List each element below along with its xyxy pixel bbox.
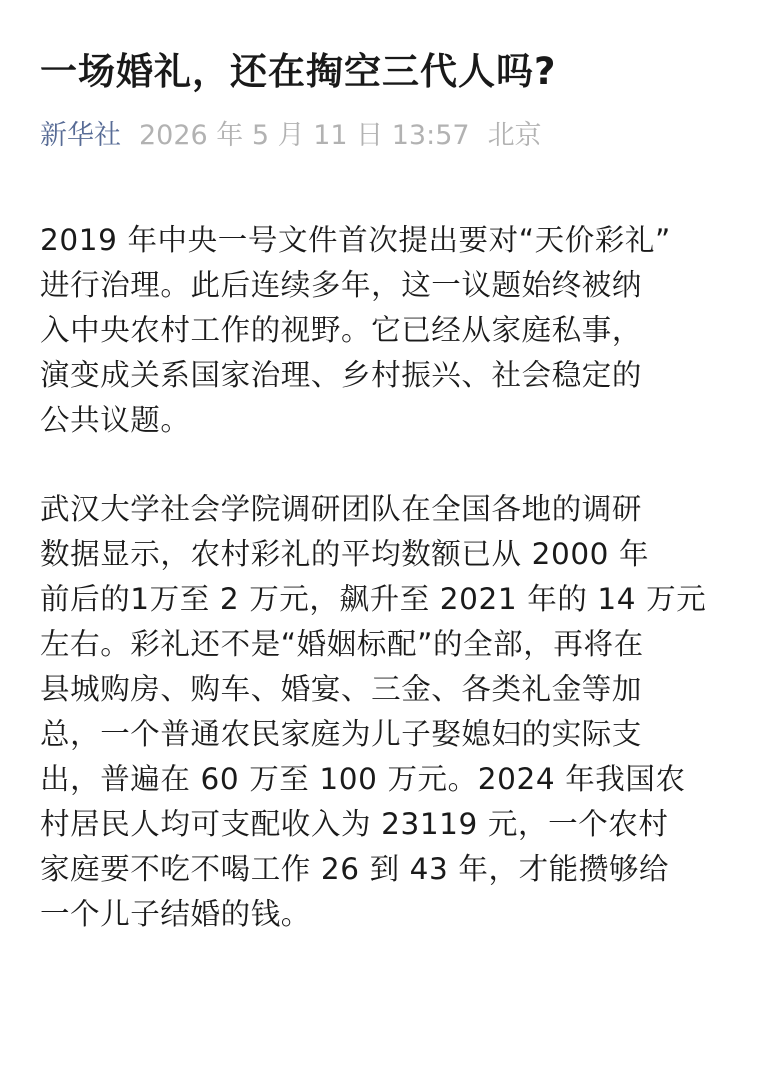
paragraph-line: 演变成关系国家治理、乡村振兴、社会稳定的 bbox=[40, 358, 643, 392]
paragraph-2 bbox=[40, 487, 724, 937]
article-meta bbox=[40, 116, 724, 156]
paragraph-line: 2019 年中央一号文件首次提出要对“天价彩礼” bbox=[40, 223, 671, 257]
paragraph-line: 村居民人均可支配收入为 23119 元，一个农村 bbox=[40, 807, 669, 841]
paragraph-line: 左右。彩礼还不是“婚姻标配”的全部，再将在 bbox=[40, 627, 644, 661]
source-link[interactable]: 新华社 bbox=[40, 120, 121, 151]
publish-location: 北京 bbox=[487, 120, 542, 151]
paragraph-line: 数据显示，农村彩礼的平均数额已从 2000 年 bbox=[40, 537, 650, 571]
paragraph-1 bbox=[40, 218, 724, 443]
article-title: 一场婚礼，还在掏空三代人吗? bbox=[40, 50, 557, 93]
paragraph-line: 公共议题。 bbox=[40, 403, 191, 437]
paragraph-line: 武汉大学社会学院调研团队在全国各地的调研 bbox=[40, 492, 643, 526]
paragraph-line: 入中央农村工作的视野。它已经从家庭私事， bbox=[40, 313, 643, 347]
publish-time: 2026 年 5 月 11 日 13:57 bbox=[139, 120, 470, 151]
paragraph-line: 前后的1万至 2 万元，飙升至 2021 年的 14 万元 bbox=[40, 582, 707, 616]
paragraph-line: 县城购房、购车、婚宴、三金、各类礼金等加 bbox=[40, 672, 643, 706]
paragraph-line: 进行治理。此后连续多年，这一议题始终被纳 bbox=[40, 268, 643, 302]
paragraph-line: 总，一个普通农民家庭为儿子娶媳妇的实际支 bbox=[40, 717, 643, 751]
paragraph-line: 出，普遍在 60 万至 100 万元。2024 年我国农 bbox=[40, 762, 686, 796]
paragraph-line: 一个儿子结婚的钱。 bbox=[40, 897, 311, 931]
paragraph-line: 家庭要不吃不喝工作 26 到 43 年，才能攒够给 bbox=[40, 852, 670, 886]
